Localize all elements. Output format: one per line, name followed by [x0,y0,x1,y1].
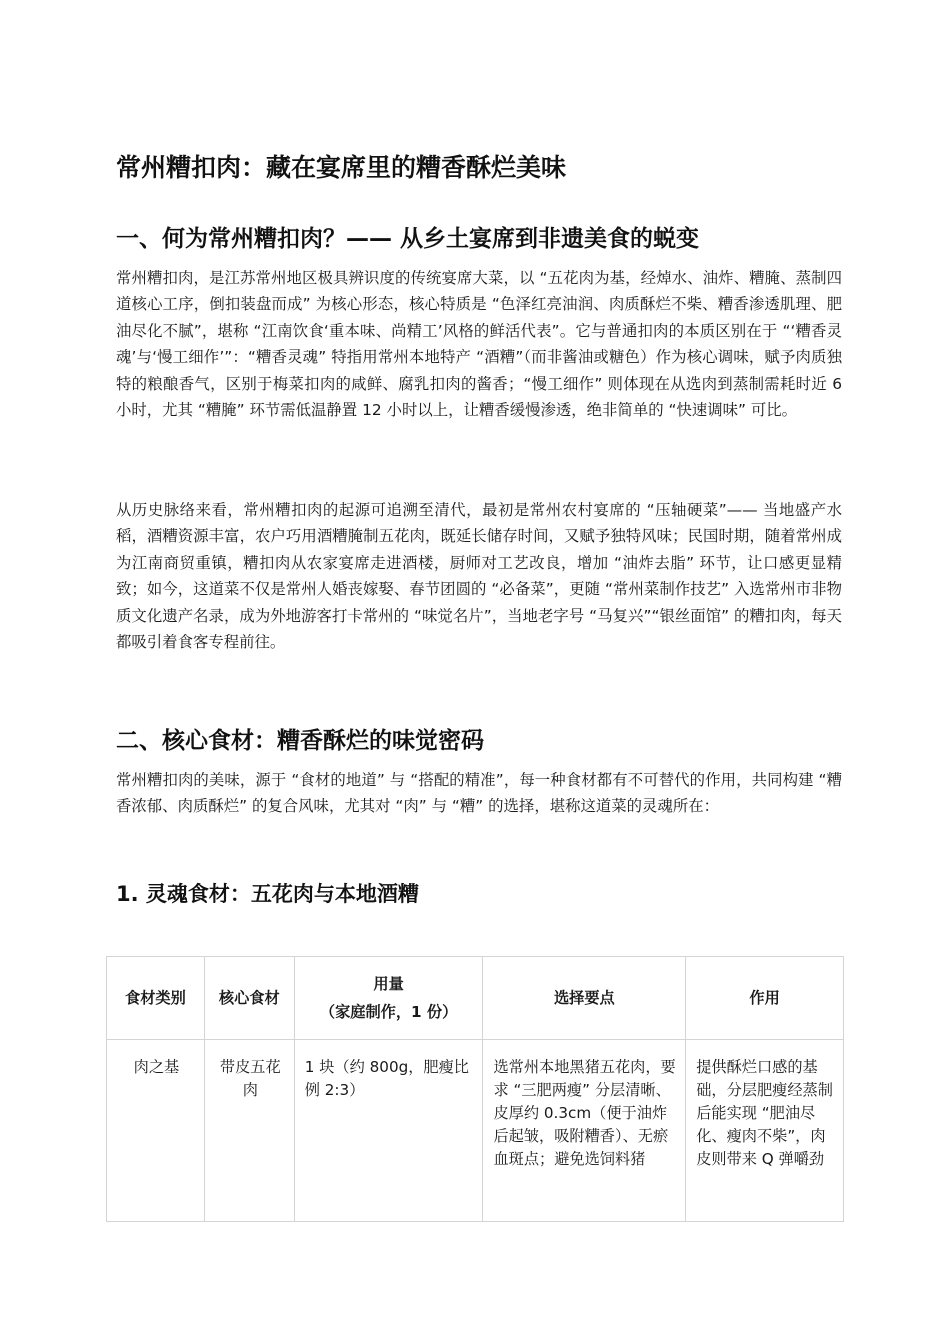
table-row [107,1040,844,1222]
subsection-1-heading: 1. 灵魂食材：五花肉与本地酒糟 [116,882,419,906]
document-title: 常州糟扣肉：藏在宴席里的糟香酥烂美味 [116,153,567,182]
cell-amount [294,1040,483,1222]
cell-role-text: 提供酥烂口感的基础，分层肥瘦经蒸制后能实现 “肥油尽化、瘦肉不柴”，肉皮则带来 Q 弹嚼劲 [696,1058,833,1168]
section-1-paragraph-1: 常州糟扣肉，是江苏常州地区极具辨识度的传统宴席大菜，以 “五花肉为基，经焯水、油炸、糟腌、蒸制四道核心工序，倒扣装盘而成” 为核心形态，核心特质是 “色泽红亮油润、肉质酥烂不柴、糟香渗透肌理、肥油尽化不腻”，堪称 “江南饮食‘重本味、尚精工’风格的鲜活代表”。它与普通扣肉的本质区别在于 “‘糟香灵魂’与‘慢工细作’”：“糟香灵魂” 特指用常州本地特产 “酒糟”（而非酱油或糖色）作为核心调味，赋予肉质独特的粮酿香气，区别于梅菜扣肉的咸鲜、腐乳扣肉的酱香；“慢工细作” 则体现在从选肉到蒸制需耗时近 6 小时，尤其 “糟腌” 环节需低温静置 12 小时以上，让糟香缓慢渗透，绝非简单的 “快速调味” 可比。 [116,269,842,420]
section-1-heading: 一、何为常州糟扣肉？—— 从乡土宴席到非遗美食的蜕变 [116,226,700,252]
header-amount [294,957,483,1040]
header-points: 选择要点 [483,957,686,1040]
cell-points [483,1040,686,1222]
cell-category [107,1040,205,1222]
section-2-paragraph-1: 常州糟扣肉的美味，源于 “食材的地道” 与 “搭配的精准”，每一种食材都有不可替代的作用，共同构建 “糟香浓郁、肉质酥烂” 的复合风味，尤其对 “肉” 与 “糟” 的选择，堪称这道菜的灵魂所在： [116,771,842,816]
cell-points-text: 选常州本地黑猪五花肉，要求 “三肥两瘦” 分层清晰、皮厚约 0.3cm（便于油炸后起皱，吸附糟香）、无瘀血斑点；避免选饲料猪 [493,1058,676,1168]
header-ingredient: 核心食材 [204,957,294,1040]
header-role: 作用 [686,957,844,1040]
cell-ingredient [204,1040,294,1222]
cell-category-text: 肉之基 [133,1058,180,1076]
ingredients-table [106,956,844,1222]
table-header-row [107,957,844,1040]
section-1-paragraph-2: 从历史脉络来看，常州糟扣肉的起源可追溯至清代，最初是常州农村宴席的 “压轴硬菜”—— 当地盛产水稻，酒糟资源丰富，农户巧用酒糟腌制五花肉，既延长储存时间，又赋予独特风味；民国时期，随着常州成为江南商贸重镇，糟扣肉从农家宴席走进酒楼，厨师对工艺改良，增加 “油炸去脂” 环节，让口感更显精致；如今，这道菜不仅是常州人婚丧嫁娶、春节团圆的 “必备菜”，更随 “常州菜制作技艺” 入选常州市非物质文化遗产名录，成为外地游客打卡常州的 “味觉名片”，当地老字号 “马复兴”“银丝面馆” 的糟扣肉，每天都吸引着食客专程前往。 [116,501,842,652]
cell-amount-text: 1 块（约 800g，肥瘦比例 2:3） [304,1058,469,1099]
header-category: 食材类别 [107,957,205,1040]
section-2-heading: 二、核心食材：糟香酥烂的味觉密码 [116,728,484,754]
header-amount-line1: 用量 [373,975,404,993]
cell-role [686,1040,844,1222]
cell-ingredient-text: 带皮五花肉 [219,1058,281,1099]
header-amount-line2: （家庭制作，1 份） [319,1003,458,1021]
